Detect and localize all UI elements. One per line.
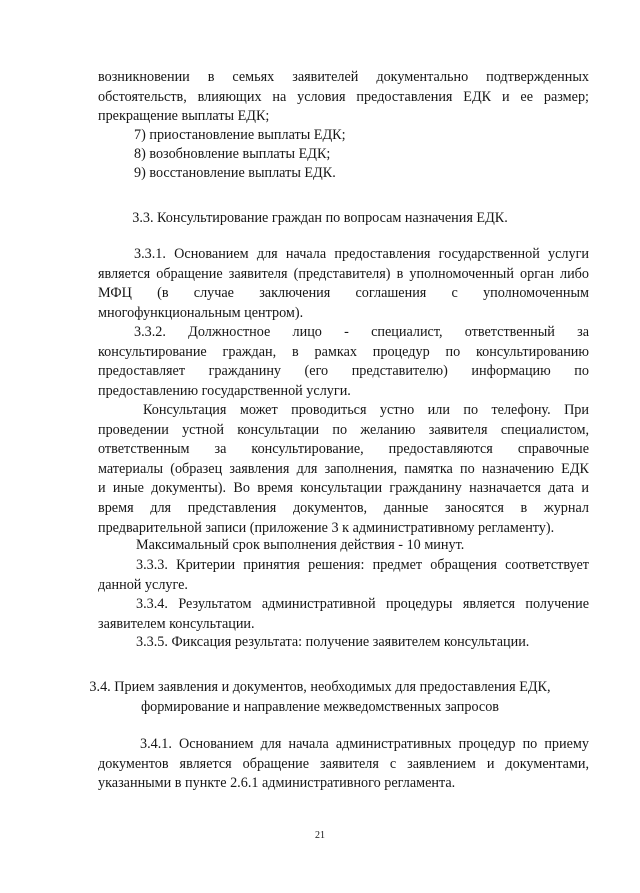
paragraph-max-time: Максимальный срок выполнения действия - 10 минут. — [136, 537, 465, 553]
text-line: проведении устной консультации по желанию заявителя специалистом, — [98, 421, 589, 438]
text-line: документов является обращение заявителя с заявлением и документами, — [98, 755, 589, 772]
text-line: данной услуге. — [98, 576, 188, 593]
text-line: предоставляет гражданину (его представителю) информацию по — [98, 363, 589, 380]
section-heading-3-4 — [0, 678, 640, 717]
paragraph-3-4-1 — [98, 735, 589, 794]
page-number: 21 — [315, 830, 325, 841]
text-line: материалы (образец заявления для заполнения, памятка по назначению ЕДК — [98, 460, 589, 477]
text-line: ответственным за консультирование, предоставляются справочные — [98, 441, 589, 458]
paragraph-3-3-4 — [98, 595, 589, 634]
text-line: 3.3.2. Должностное лицо - специалист, ответственный за — [134, 324, 589, 340]
text-line: 3.3.3. Критерии принятия решения: предмет обращения соответствует — [136, 557, 589, 573]
text-line: предварительной записи (приложение 3 к административному регламенту). — [98, 519, 555, 536]
text-line: 3.3.1. Основанием для начала предоставления государственной услуги — [134, 246, 589, 262]
text-line: заявителем консультации. — [98, 615, 255, 632]
text-line: и иные документы). Во время консультации гражданину назначается дата и — [98, 480, 589, 497]
text-line: консультирование граждан, в рамках процедур по консультированию — [98, 343, 589, 360]
text-line: прекращение выплаты ЕДК; — [98, 108, 270, 125]
heading-line: 3.4. Прием заявления и документов, необходимых для предоставления ЕДК, — [89, 679, 551, 695]
text-line: обстоятельств, влияющих на условия предоставления ЕДК и ее размер; — [98, 88, 589, 105]
heading-line: формирование и направление межведомственных запросов — [140, 698, 500, 715]
text-line: предоставлению государственной услуги. — [98, 382, 351, 399]
text-line: многофункциональным центром). — [98, 304, 304, 321]
list-item: 7) приостановление выплаты ЕДК; — [134, 127, 346, 143]
paragraph-consultation — [98, 401, 589, 538]
text-line: время для представления документов, данные заносятся в журнал — [98, 499, 589, 516]
list-item: 8) возобновление выплаты ЕДК; — [134, 146, 331, 162]
text-line: Консультация может проводиться устно или по телефону. При — [143, 402, 589, 418]
paragraph-3-3-5: 3.3.5. Фиксация результата: получение заявителем консультации. — [136, 634, 530, 650]
paragraph-3-3-1 — [98, 245, 589, 323]
text-line: возникновении в семьях заявителей документально подтвержденных — [98, 69, 589, 85]
text-line: 3.4.1. Основанием для начала административных процедур по приему — [140, 736, 589, 752]
paragraph-3-3-2 — [98, 323, 589, 401]
text-line: 3.3.4. Результатом административной процедуры является получение — [136, 596, 589, 612]
section-heading-3-3: 3.3. Консультирование граждан по вопросам назначения ЕДК. — [132, 210, 508, 226]
text-line: МФЦ (в случае заключения соглашения с уполномоченным — [98, 285, 589, 302]
text-line: является обращение заявителя (представителя) в уполномоченный орган либо — [98, 265, 589, 282]
intro-paragraph — [98, 68, 589, 127]
list-item: 9) восстановление выплаты ЕДК. — [134, 165, 336, 181]
text-line: указанными в пункте 2.6.1 административного регламента. — [98, 775, 456, 792]
paragraph-3-3-3 — [98, 556, 589, 595]
